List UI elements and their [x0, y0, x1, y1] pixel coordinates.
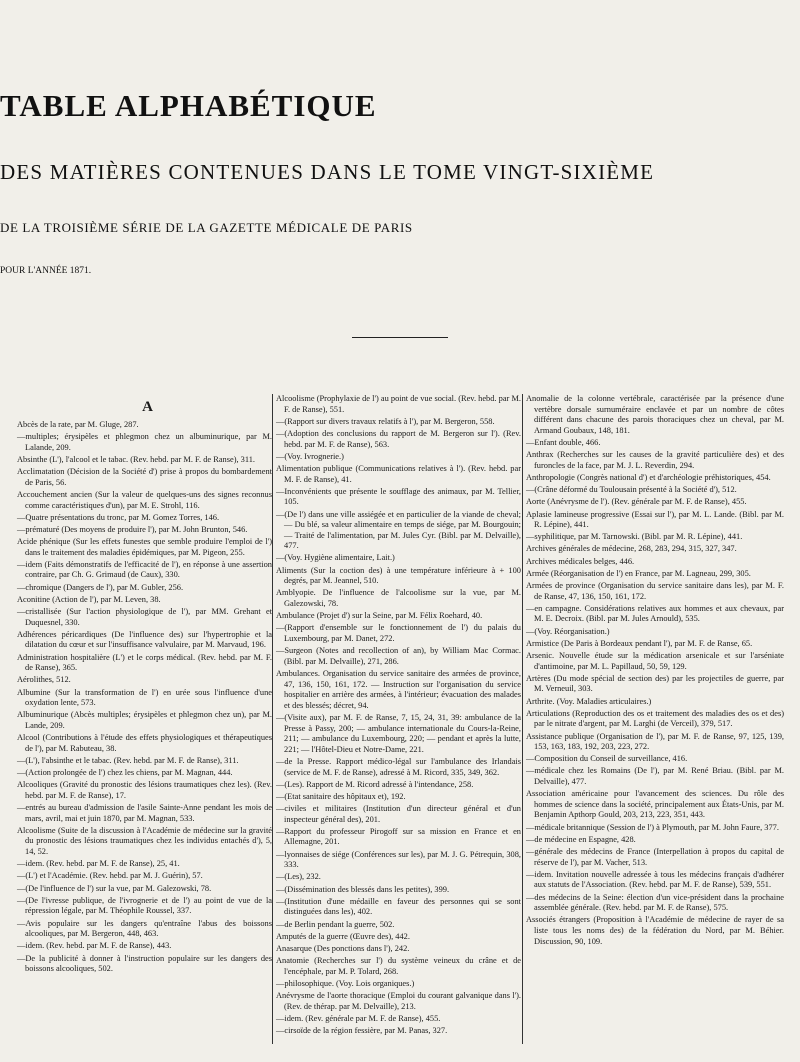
index-entry: Albumine (Sur la transformation de l') en urée sous l'influence d'une oxydation lente, 573.	[17, 687, 272, 708]
index-entry: Assistance publique (Organisation de l'), par M. F. de Ranse, 97, 125, 139, 153, 163, 183, 192, 203, 223, 272.	[526, 731, 784, 752]
index-entry: Arthrite. (Voy. Maladies articulaires.)	[526, 696, 652, 706]
index-entry: Armée (Réorganisation de l') en France, par M. Lagneau, 299, 305.	[526, 568, 751, 578]
index-entry: Ambulances. Organisation du service sanitaire des armées de province, 47, 136, 150, 161, 172. — Instruction sur l'organisation du service hospitalier en arrière des armées, à l'intérieur; évacuation des malades et des blessés; décret, 94.	[276, 668, 521, 710]
document-title: TABLE ALPHABÉTIQUE	[0, 88, 377, 123]
index-entry: —(L'), l'absinthe et le tabac. (Rev. hebd. par M. F. de Ranse), 311.	[17, 755, 239, 765]
index-entry: —Rapport du professeur Pirogoff sur sa mission en France et en Allemagne, 201.	[276, 826, 521, 847]
title-rule	[352, 337, 448, 338]
section-letter: A	[142, 399, 153, 415]
column-divider	[272, 394, 273, 1044]
index-entry: —idem. (Rev. générale par M. F. de Ranse), 455.	[276, 1013, 441, 1023]
index-entry: —(Visite aux), par M. F. de Ranse, 7, 15, 24, 31, 39: ambulance de la Presse à Passy, 200; — ambulance internationale du Cours-la-Reine, 211; — ambulance du Luxembourg, 220; — pendant et après la lutte, 221; — l'Hôtel-Dieu et Notre-Dame, 221.	[276, 712, 521, 754]
index-entry: Aérolithes, 512.	[17, 675, 71, 685]
index-entry: —lyonnaises de siége (Conférences sur les), par M. J. G. Pétrequin, 308, 333.	[276, 849, 521, 870]
index-entry: —générale des médecins de France (Interpellation à propos du capital de réserve de l'), par M. Vacher, 513.	[526, 847, 784, 867]
index-entry: Ambulance (Projet d') sur la Seine, par M. Félix Roehard, 40.	[276, 611, 483, 621]
index-entry: Acclimatation (Décision de la Société d') prise à propos du bombardement de Paris, 56.	[17, 467, 272, 487]
index-entry: Absinthe (L'), l'alcool et le tabac. (Rev. hebd. par M. F. de Ranse), 311.	[17, 454, 256, 464]
index-entry: —(De l'ivresse publique, de l'ivrognerie et de l') au point de vue de la répression légale, par M. Théophile Roussel, 337.	[17, 895, 272, 916]
index-entry: —(De l'influence de l') sur la vue, par M. Galezowski, 78.	[17, 883, 212, 893]
index-entry: Alcoolisme (Suite de la discussion à l'Académie de médecine sur la gravité du pronostic des lésions traumatiques chez les individus entachés d'), 5, 14, 52.	[17, 825, 272, 857]
index-entry: Alcoolisme (Prophylaxie de l') au point de vue social. (Rev. hebd. par M. F. de Ranse), 551.	[276, 394, 521, 414]
index-entry: —Avis populaire sur les dangers qu'entraîne l'abus des boissons alcooliques, par M. Bergeron, 448, 463.	[17, 918, 272, 939]
index-entry: —médicale britannique (Session de l') à Plymouth, par M. John Faure, 377.	[526, 822, 779, 832]
index-entry: Aplasie lamineuse progressive (Essai sur l'), par M. L. Lande. (Bibl. par M. R. Lépine), 441.	[526, 509, 784, 530]
index-entry: Armées de province (Organisation du service sanitaire dans les), par M. F. de Ranse, 47, 136, 150, 161, 172.	[526, 581, 784, 601]
year-heading: POUR L'ANNÉE 1871.	[0, 266, 92, 276]
index-entry: —(Adoption des conclusions du rapport de M. Bergeron sur l'). (Rev. hebd. par M. F. de Ranse), 563.	[276, 428, 521, 449]
index-entry: —cirsoïde de la région fessière, par M. Panas, 327.	[276, 1026, 448, 1036]
index-entry: —Composition du Conseil de surveillance, 416.	[526, 754, 688, 764]
index-entry: —des médecins de la Seine: élection d'un vice-président dans la prochaine assemblée générale. (Rev. hebd. par M. F. de Ranse), 575.	[526, 892, 784, 913]
index-entry: Articulations (Reproduction des os et traitement des maladies des os et des) par le nitrate d'argent, par M. Larghi (de Verceil), 379, 517.	[526, 708, 784, 729]
column-divider	[522, 394, 523, 1044]
index-entry: —idem (Faits démonstratifs de l'efficacité de l'), en réponse à une assertion contraire, par Ch. G. Grimaud (de Caux), 330.	[17, 559, 272, 580]
index-entry: —civiles et militaires (Institution d'un directeur général et d'un inspecteur général des), 201.	[276, 804, 521, 824]
index-entry: Archives médicales belges, 446.	[526, 556, 635, 566]
index-entry: —(Dissémination des blessés dans les petites), 399.	[276, 884, 450, 894]
index-entry: Association américaine pour l'avancement des sciences. Du rôle des hommes de science dans la société, principalement aux États-Unis, par M. Benjamin Apthorp Gould, 203, 213, 223, 351, 443.	[526, 789, 784, 820]
index-entry: Anatomie (Recherches sur l') du système veineux du crâne et de l'encéphale, par M. P. Tolard, 268.	[276, 956, 521, 976]
index-entry: —(Etat sanitaire des hôpitaux et), 192.	[276, 791, 406, 801]
index-entry: —(Rapport sur divers travaux relatifs à l'), par M. Bergeron, 558.	[276, 416, 495, 426]
index-entry: —(Institution d'une médaille en faveur des personnes qui se sont distinguées dans les), 402.	[276, 896, 521, 917]
index-entry: —multiples; érysipèles et phlegmon chez un albuminurique, par M. Lalande, 209.	[17, 432, 272, 452]
index-entry: Adhérences péricardiques (De l'influence des) sur l'hypertrophie et la dilatation du cœur et sur l'insuffisance valvulaire, par M. Marvaud, 196.	[17, 629, 272, 650]
index-entry: —syphilitique, par M. Tarnowski. (Bibl. par M. R. Lépine), 441.	[526, 532, 743, 542]
index-entry: Alcool (Contributions à l'étude des effets physiologiques et thérapeutiques de l'), par M. Rabuteau, 38.	[17, 733, 272, 753]
index-entry: —médicale chez les Romains (De l'), par M. René Briau. (Bibl. par M. Delvaille), 477.	[526, 766, 784, 787]
index-entry: —idem. (Rev. hebd. par M. F. de Ranse), 443.	[17, 941, 172, 951]
index-entry: Albuminurique (Abcès multiples; érysipèles et phlegmon chez un), par M. Lande, 209.	[17, 710, 272, 730]
index-entry: —(Crâne déformé du Toulousain présenté à la Société d'), 512.	[526, 485, 737, 495]
index-column-1	[17, 398, 272, 976]
index-entry: —idem. (Rev. hebd. par M. F. de Ranse), 25, 41.	[17, 859, 180, 869]
index-entry: —De la publicité à donner à l'instruction populaire sur les dangers des boissons alcooliques, 502.	[17, 953, 272, 974]
index-entry: Aconitine (Action de l'), par M. Leven, 38.	[17, 594, 161, 604]
index-entry: —Enfant double, 466.	[526, 437, 601, 447]
index-entry: —(Voy. Réorganisation.)	[526, 626, 610, 636]
index-entry: —Inconvénients que présente le soufflage des animaux, par M. Tellier, 105.	[276, 486, 521, 507]
index-entry: —(Voy. Hygiène alimentaire, Lait.)	[276, 553, 395, 563]
index-entry: —de médecine en Espagne, 428.	[526, 834, 636, 844]
index-entry: Accouchement ancien (Sur la valeur de quelques-uns des signes reconnus comme caractéristiques d'un), par M. E. Strohl, 116.	[17, 489, 272, 510]
index-entry: Acide phénique (Sur les effets funestes que semble produire l'emploi de l') dans le traitement des maladies épidémiques, par M. Pigeon, 255.	[17, 537, 272, 557]
index-entry: Anomalie de la colonne vertébrale, caractérisée par la présence d'une vertèbre dorsale surnuméraire enclavée et par un nombre de côtes différent dans chacune des parois thoraciques chez un cheval, par M. Armand Goubaux, 148, 181.	[526, 394, 784, 435]
index-entry: —(Rapport d'ensemble sur le fonctionnement de l') du palais du Luxembourg, par M. Danet, 272.	[276, 623, 521, 643]
index-entry: Anévrysme de l'aorte thoracique (Emploi du courant galvanique dans l'). (Rev. de thérap. par M. Delvaille), 213.	[276, 991, 521, 1011]
index-entry: Alimentation publique (Communications relatives à l'). (Rev. hebd. par M. F. de Ranse), 41.	[276, 463, 521, 484]
index-entry: Associés étrangers (Proposition à l'Académie de médecine de rayer de sa liste tous les noms des) de la fédération du Nord, par M. Béhier. Discussion, 90, 109.	[526, 915, 784, 946]
index-entry: Administration hospitalière (L') et le corps médical. (Rev. hebd. par M. F. de Ranse), 365.	[17, 652, 272, 673]
index-entry: —prématuré (Des moyens de produire l'), par M. John Brunton, 546.	[17, 524, 248, 534]
index-entry: —en campagne. Considérations relatives aux hommes et aux chevaux, par M. E. Decroix. (Bibl. par M. Jules Arnould), 535.	[526, 603, 784, 624]
index-entry: —(L') et l'Académie. (Rev. hebd. par M. J. Guérin), 57.	[17, 871, 203, 881]
index-column-2	[276, 394, 521, 1038]
index-entry: Anthrax (Recherches sur les causes de la gravité particulière des) et des furoncles de la face, par M. J. L. Reverdin, 294.	[526, 450, 784, 470]
index-entry: —chromique (Dangers de l'), par M. Gubler, 256.	[17, 582, 184, 592]
index-entry: —cristallisée (Sur l'action physiologique de l'), par MM. Grehant et Duquesnel, 330.	[17, 607, 272, 627]
index-entry: —idem. Invitation nouvelle adressée à tous les médecins français d'adhérer aux statuts de l'Association. (Rev. hebd. par M. F. de Ranse), 539, 551.	[526, 869, 784, 890]
index-entry: Arsenic. Nouvelle étude sur la médication arsenicale et sur l'arséniate d'antimoine, par M. L. Papillaud, 50, 59, 129.	[526, 650, 784, 671]
index-entry: Artères (Du mode spécial de section des) par les projectiles de guerre, par M. Verneuil, 303.	[526, 673, 784, 694]
index-entry: —(Les). Rapport de M. Ricord adressé à l'intendance, 258.	[276, 779, 474, 789]
index-entry: Anasarque (Des ponctions dans l'), 242.	[276, 943, 410, 953]
document-subtitle: DES MATIÈRES CONTENUES DANS LE TOME VINGT-SIXIÈME	[0, 160, 655, 184]
series-heading: DE LA TROISIÈME SÉRIE DE LA GAZETTE MÉDICALE DE PARIS	[0, 220, 413, 235]
index-entry: —Surgeon (Notes and recollection of an), by William Mac Cormac. (Bibl. par M. Delvaille), 271, 286.	[276, 646, 521, 666]
index-entry: —(Les), 232.	[276, 872, 321, 882]
index-entry: Aliments (Sur la coction des) à une température inférieure à + 100 degrés, par M. Jeannel, 510.	[276, 565, 521, 586]
index-entry: —(Voy. Ivrognerie.)	[276, 451, 344, 461]
index-entry: —Quatre présentations du tronc, par M. Gomez Torres, 146.	[17, 512, 220, 522]
index-entry: Aorte (Anévrysme de l'). (Rev. générale par M. F. de Ranse), 455.	[526, 497, 747, 507]
index-column-3	[526, 394, 784, 949]
index-entry: Amputés de la guerre (Œuvre des), 442.	[276, 931, 410, 941]
index-entry: —de la Presse. Rapport médico-légal sur l'ambulance des Irlandais (service de M. F. de Ranse), adressé à M. Ricord, 335, 349, 362.	[276, 756, 521, 777]
index-entry: —(De l') dans une ville assiégée et en particulier de la viande de cheval; — Du blé, sa valeur alimentaire en temps de siége, par M. Bourgouin; — Traité de l'alimentation, par M. Jules Cyr. (Bibl. par M. Delvaille), 477.	[276, 509, 521, 551]
index-entry: —(Action prolongée de l') chez les chiens, par M. Magnan, 444.	[17, 768, 233, 778]
index-entry: Abcès de la rate, par M. Gluge, 287.	[17, 420, 139, 429]
index-entry: —de Berlin pendant la guerre, 502.	[276, 919, 395, 929]
index-entry: Alcooliques (Gravité du pronostic des lésions traumatiques chez les). (Rev. hebd. par M. F. de Ranse), 17.	[17, 780, 272, 800]
index-entry: Anthropologie (Congrès national d') et d'archéologie préhistoriques, 454.	[526, 472, 771, 482]
index-entry: —philosophique. (Voy. Lois organiques.)	[276, 978, 415, 988]
index-entry: —entrés au bureau d'admission de l'asile Sainte-Anne pendant les mois de mars, avril, mai et juin 1870, par M. Magnan, 533.	[17, 803, 272, 823]
index-entry: Amblyopie. De l'influence de l'alcoolisme sur la vue, par M. Galezowski, 78.	[276, 588, 521, 609]
index-entry: Armistice (De Paris à Bordeaux pendant l'), par M. F. de Ranse, 65.	[526, 638, 753, 648]
index-entry: Archives générales de médecine, 268, 283, 294, 315, 327, 347.	[526, 544, 737, 554]
